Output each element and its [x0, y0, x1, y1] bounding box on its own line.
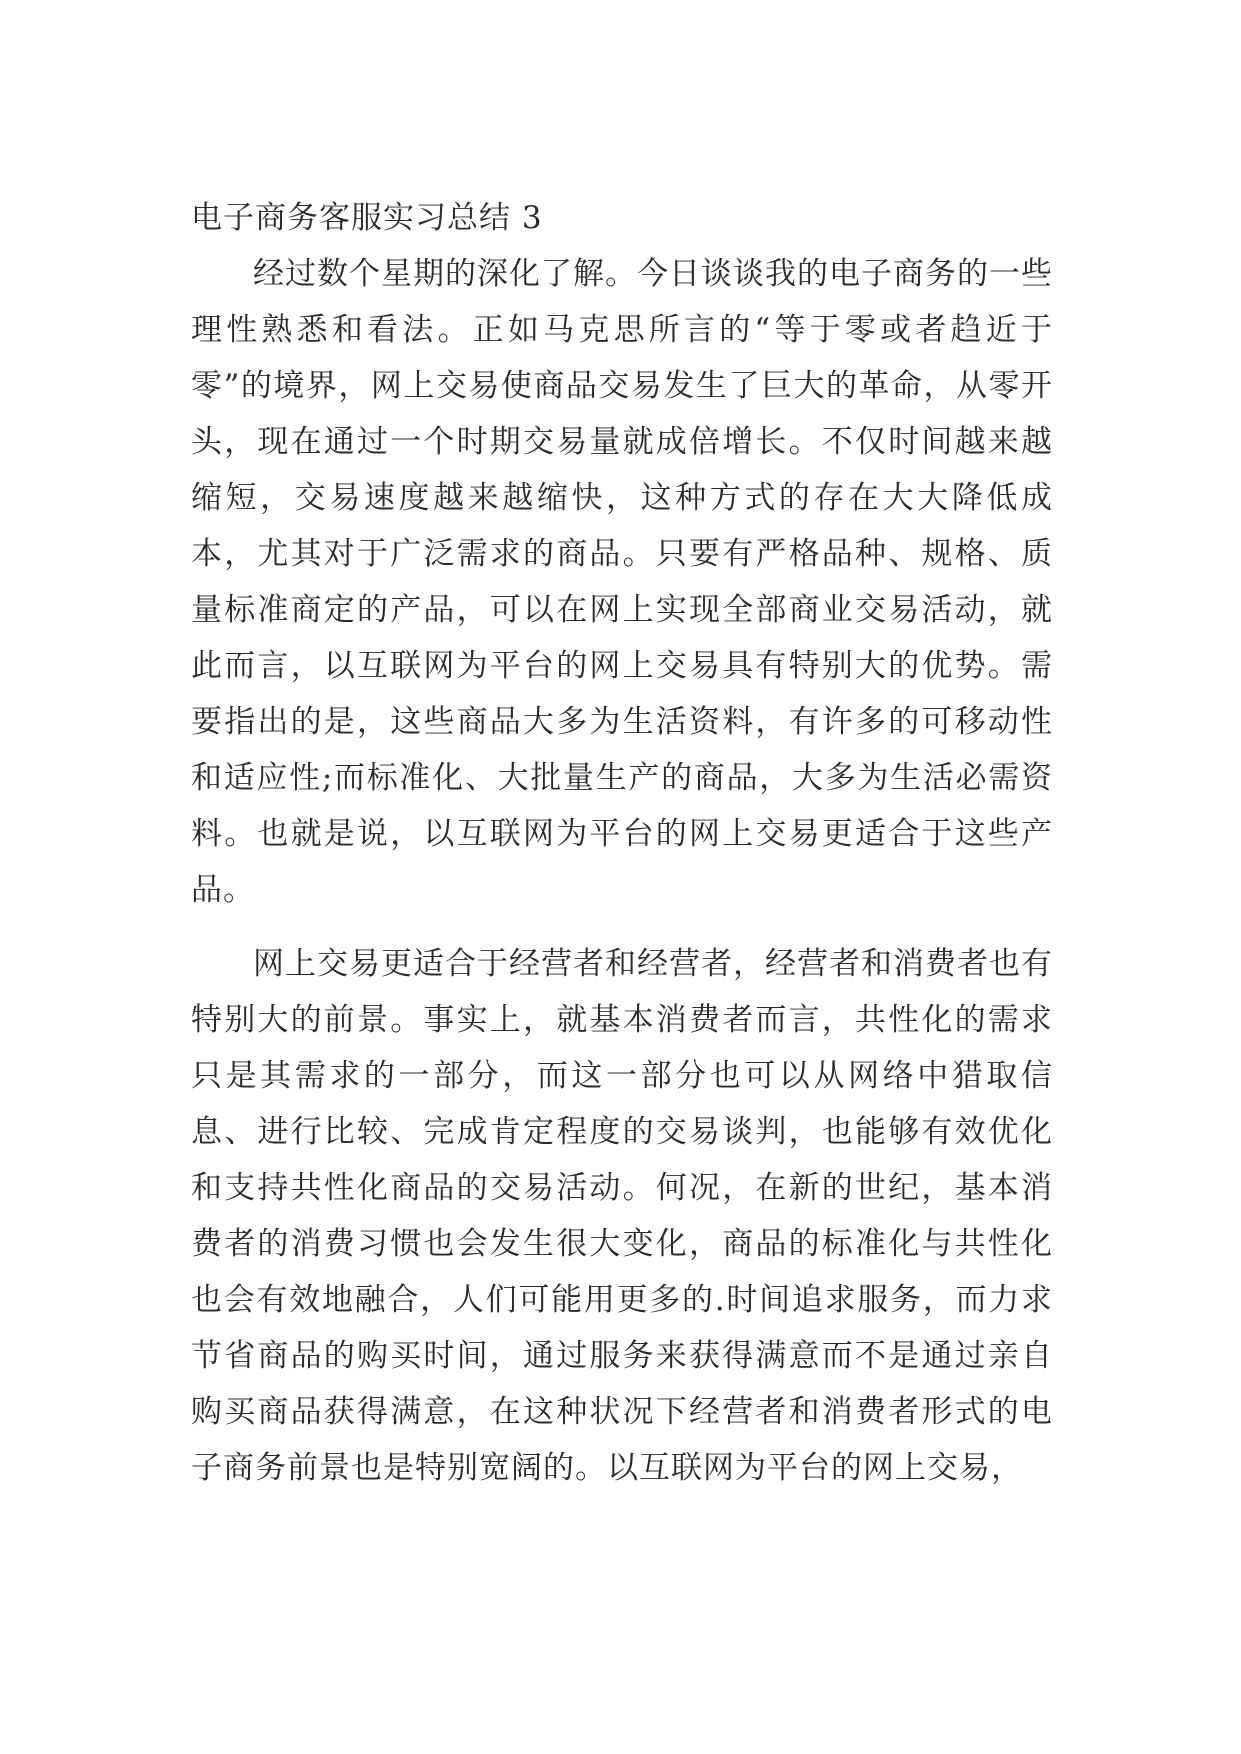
- document-body: [191, 190, 1053, 1496]
- paragraph-1: 经过数个星期的深化了解。今日谈谈我的电子商务的一些理性熟悉和看法。正如马克思所言的“等于零或者趋近于零”的境界，网上交易使商品交易发生了巨大的革命，从零开头，现在通过一个时期交易量就成倍增长。不仅时间越来越缩短，交易速度越来越缩快，这种方式的存在大大降低成本，尤其对于广泛需求的商品。只要有严格品种、规格、质量标准商定的产品，可以在网上实现全部商业交易活动，就此而言，以互联网为平台的网上交易具有特别大的优势。需要指出的是，这些商品大多为生活资料，有许多的可移动性和适应性;而标准化、大批量生产的商品，大多为生活必需资料。也就是说，以互联网为平台的网上交易更适合于这些产品。: [191, 256, 1053, 908]
- paragraph-2: 网上交易更适合于经营者和经营者，经营者和消费者也有特别大的前景。事实上，就基本消费者而言，共性化的需求只是其需求的一部分，而这一部分也可以从网络中猎取信息、进行比较、完成肯定程度的交易谈判，也能够有效优化和支持共性化商品的交易活动。何况，在新的世纪，基本消费者的消费习惯也会发生很大变化，商品的标准化与共性化也会有效地融合，人们可能用更多的.时间追求服务，而力求节省商品的购买时间，通过服务来获得满意而不是通过亲自购买商品获得满意，在这种状况下经营者和消费者形式的电子商务前景也是特别宽阔的。以互联网为平台的网上交易，: [191, 946, 1053, 1486]
- document-title: 电子商务客服实习总结 3: [191, 200, 543, 236]
